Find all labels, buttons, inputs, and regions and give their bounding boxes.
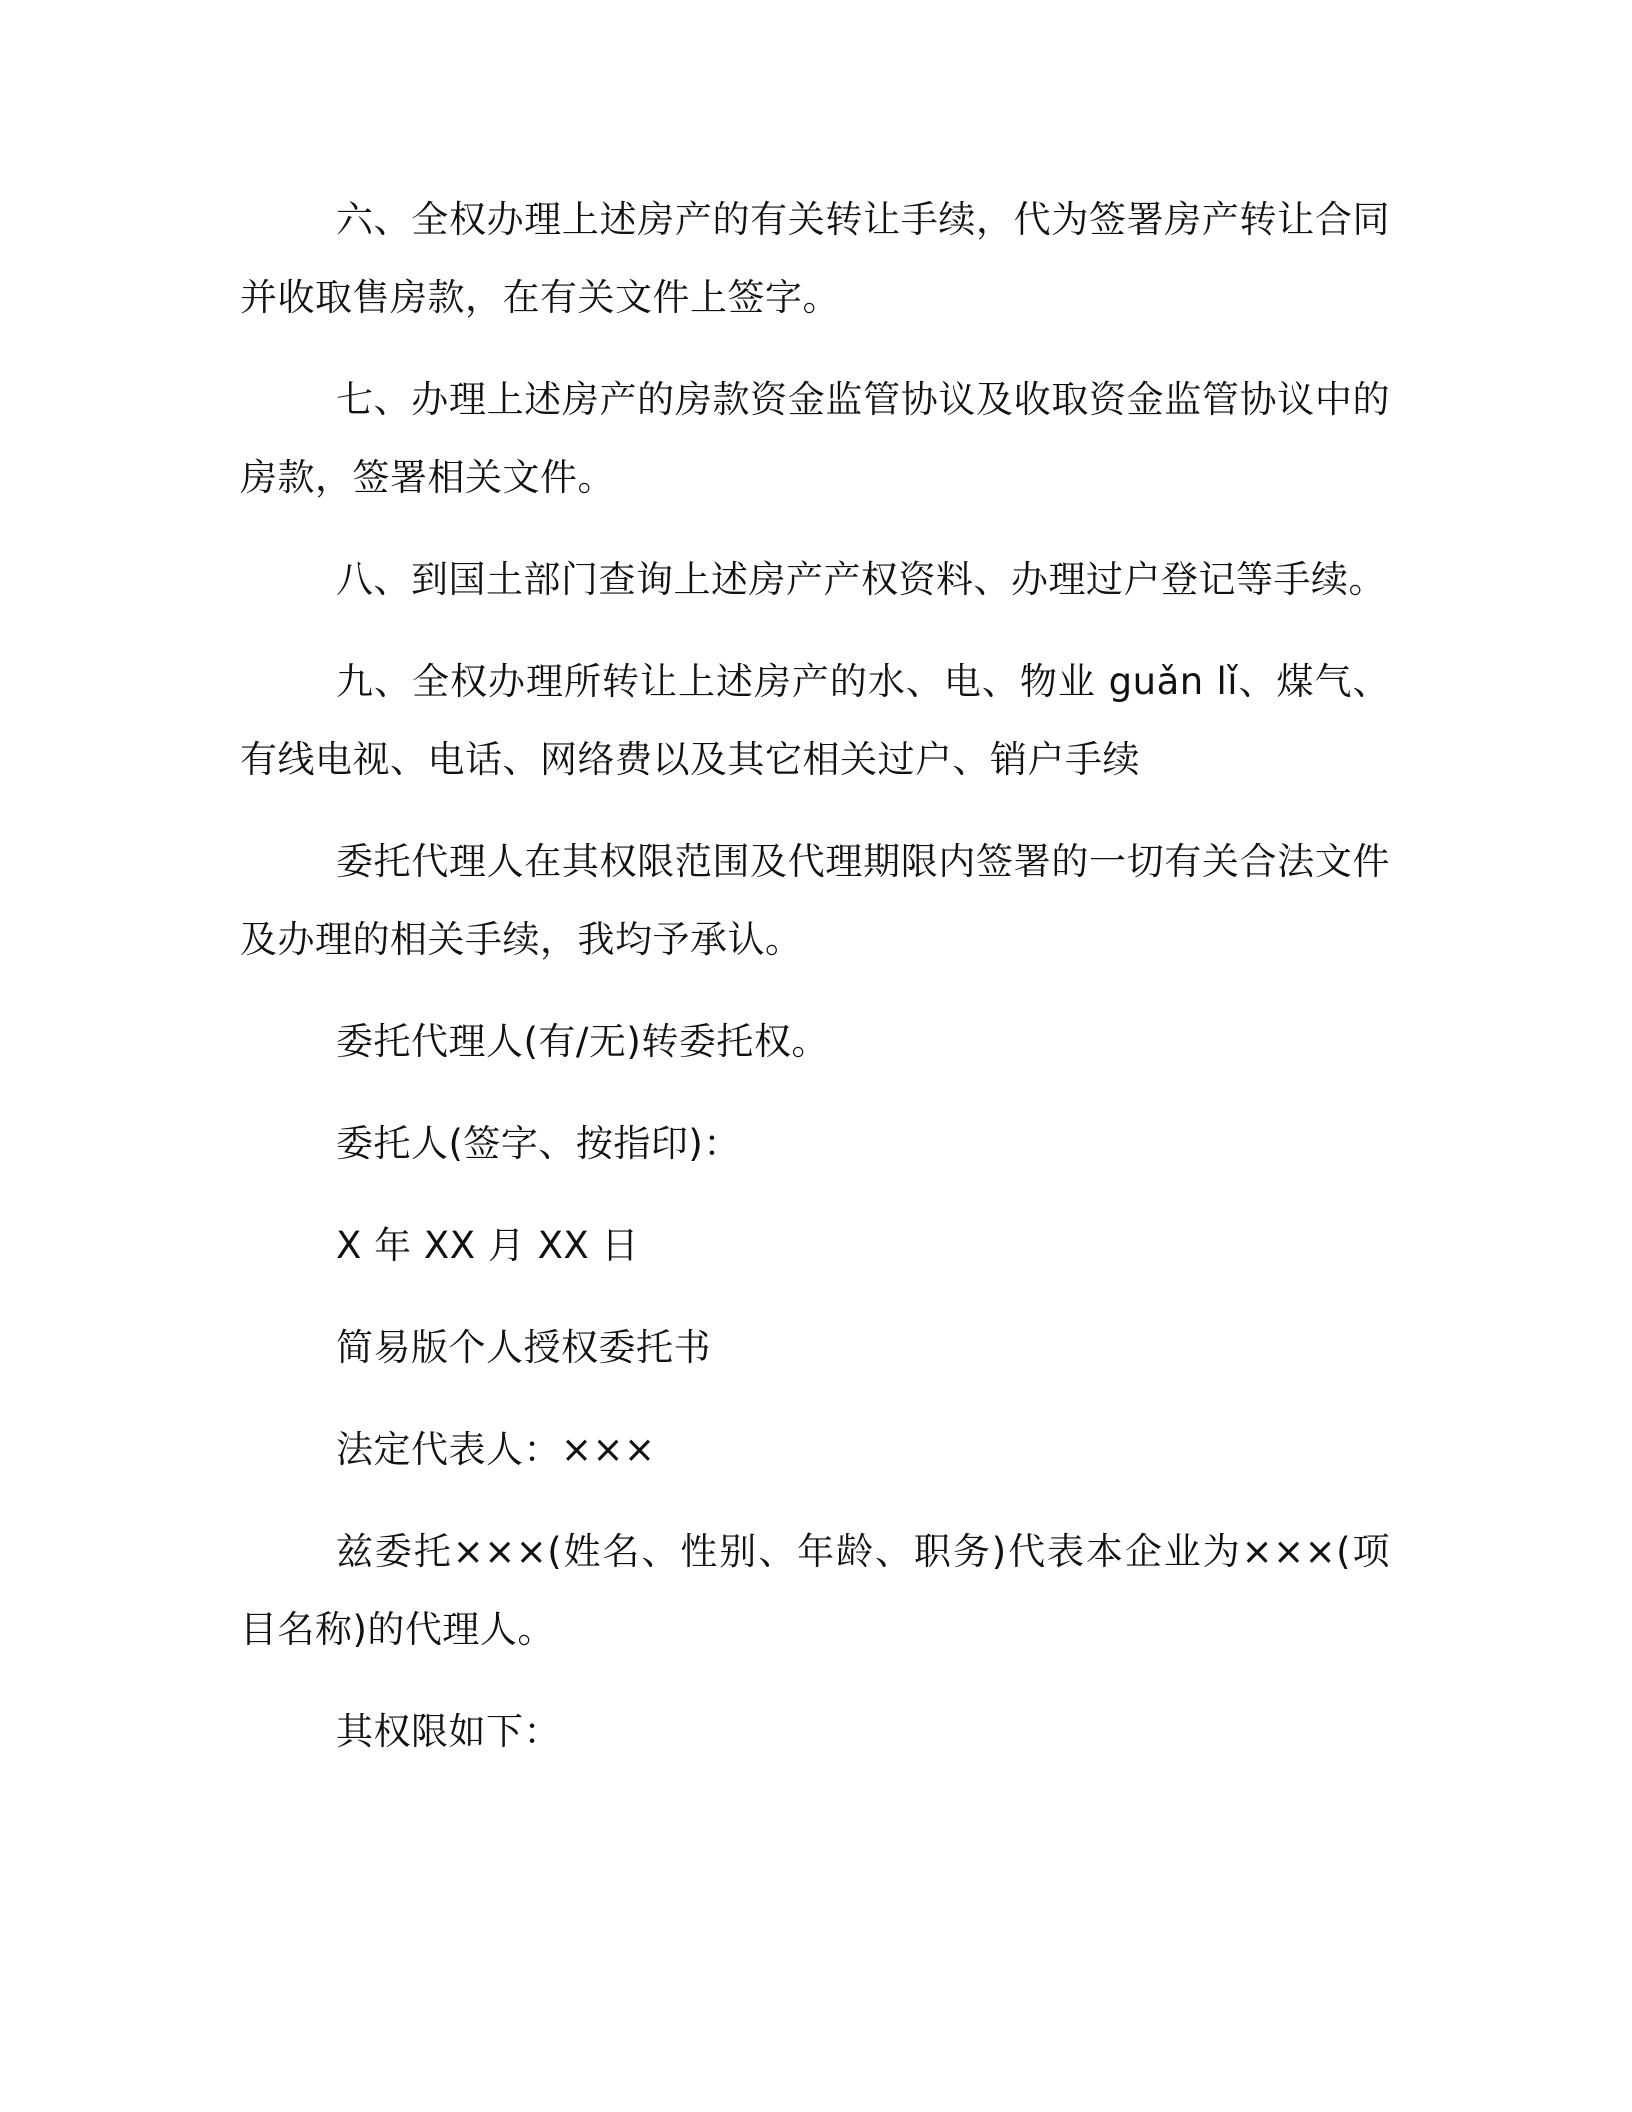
sub-delegation-line: 委托代理人(有/无)转委托权。: [336, 1020, 829, 1063]
clause-six: 六、全权办理上述房产的有关转让手续，代为签署房产转让合同并收取售房款，在有关文件上签字。: [240, 198, 1390, 319]
clause-eight: 八、到国土部门查询上述房产产权资料、办理过户登记等手续。: [336, 558, 1386, 601]
legal-representative-line: 法定代表人：×××: [336, 1428, 656, 1471]
appointment-paragraph: 兹委托×××(姓名、性别、年龄、职务)代表本企业为×××(项目名称)的代理人。: [240, 1530, 1390, 1651]
authority-heading: 其权限如下：: [336, 1710, 561, 1753]
clause-nine: 九、全权办理所转让上述房产的水、电、物业 guǎn lǐ、煤气、有线电视、电话、网络费以及其它相关过户、销户手续: [240, 660, 1390, 781]
section-title: 简易版个人授权委托书: [336, 1326, 711, 1369]
date-line: X 年 XX 月 XX 日: [336, 1224, 640, 1267]
principal-signature-line: 委托人(签字、按指印)：: [336, 1122, 741, 1165]
document-body: [240, 181, 1390, 1771]
clause-seven: 七、办理上述房产的房款资金监管协议及收取资金监管协议中的房款，签署相关文件。: [240, 378, 1390, 499]
acknowledgement-paragraph: 委托代理人在其权限范围及代理期限内签署的一切有关合法文件及办理的相关手续，我均予承认。: [240, 840, 1390, 961]
